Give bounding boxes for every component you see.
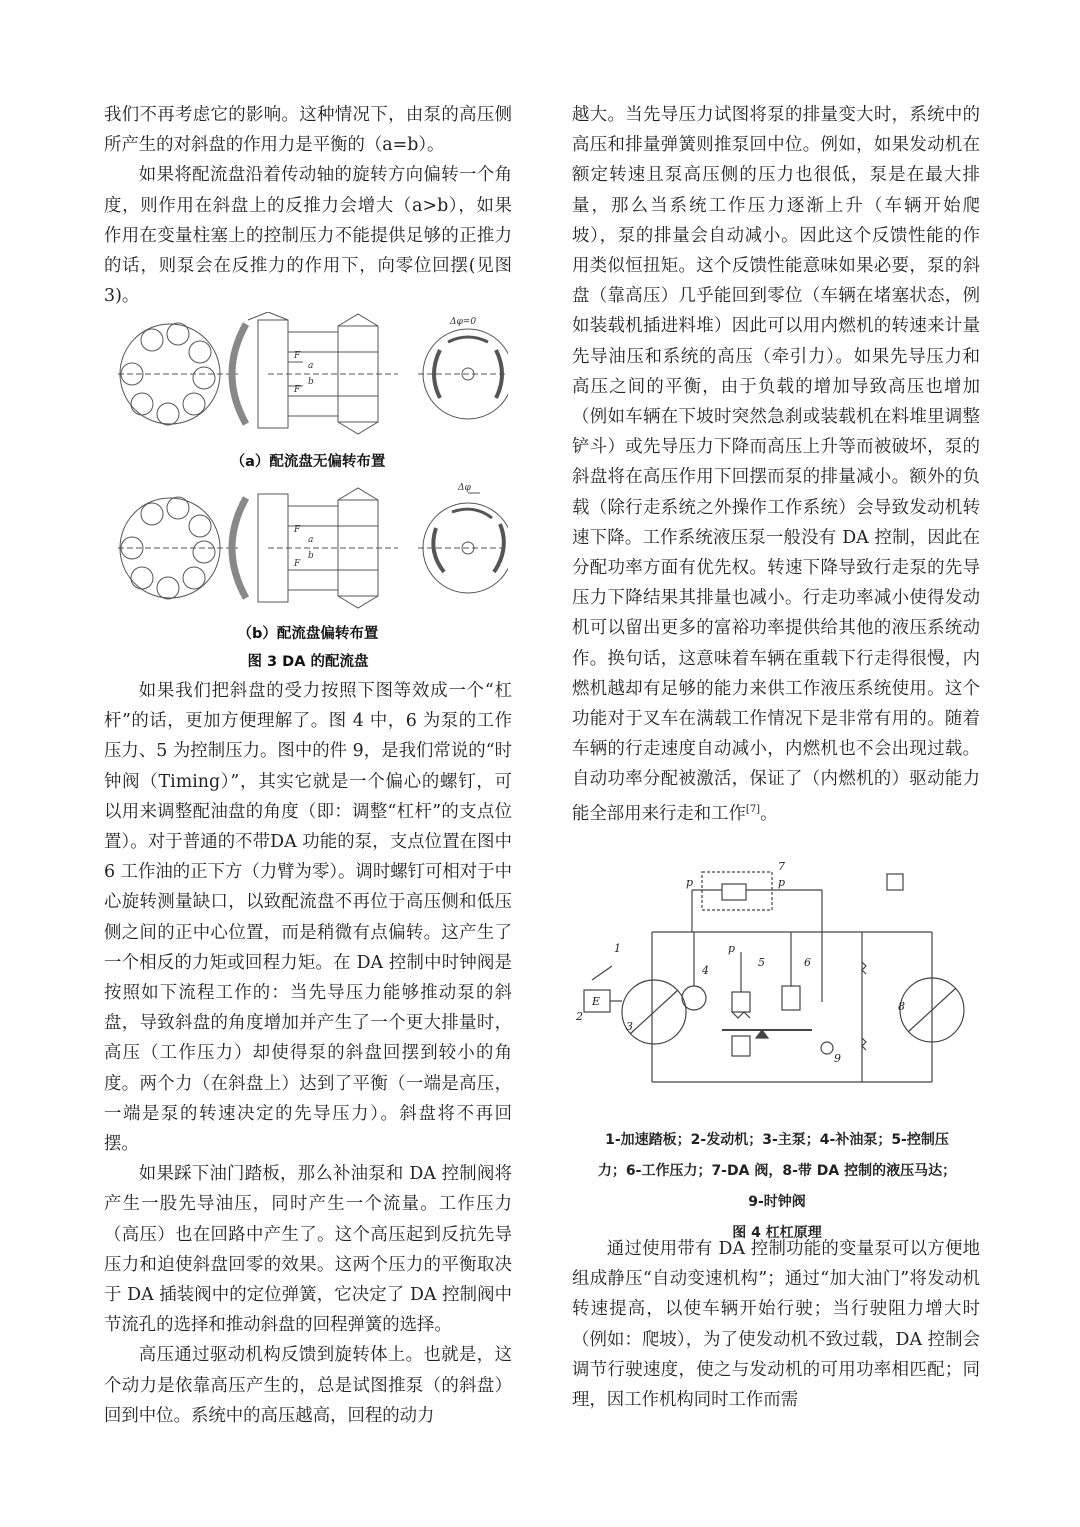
right-column-bottom: [572, 1234, 980, 1415]
arm-label-a: a: [308, 535, 314, 545]
left-column-bottom: [104, 676, 512, 1431]
figure-4-diagram: [572, 862, 982, 1102]
diagram-label: p: [686, 876, 694, 889]
force-label: F: [294, 559, 301, 569]
diagram-label: 6: [804, 956, 811, 969]
diagram-label: 3: [626, 1020, 633, 1033]
force-label: F: [294, 351, 301, 361]
figure-3a-caption: （a）配流盘无偏转布置: [230, 454, 386, 470]
diagram-label: 4: [702, 964, 709, 977]
figure-3b-caption: （b）配流盘偏转布置: [237, 626, 379, 642]
paragraph: 通过使用带有 DA 控制功能的变量泵可以方便地组成静压“自动变速机构”；通过“加大油门”将发动机转速提高，以使车辆开始行驶；当行驶阻力增大时（例如：爬坡），为了使发动机不致过载，DA 控制会调节行驶速度，使之与发动机的可用功率相匹配；同理，因工作机构同时工作而需: [572, 1239, 980, 1411]
paragraph-text: 越大。当先导压力试图将泵的排量变大时，系统中的高压和排量弹簧则推泵回中位。例如，如果发动机在额定转速且泵高压侧的压力也很低，泵是在最大排量，那么当系统工作压力逐渐上升（车辆开始爬坡），泵的排量会自动减小。因此这个反馈性能的作用类似恒扭矩。这个反馈性能意味如果必要，泵的斜盘（靠高压）几乎能回到零位（车辆在堵塞状态，例如装载机插进料堆）因此可以用内燃机的转速来计量先导油压和系统的高压（牵引力）。如果先导压力和高压之间的平衡，由于负载的增加导致高压也增加（例如车辆在下坡时突然急刹或装载机在料堆里调整铲斗）或先导压力下降而高压上升等而被破坏，泵的斜盘将在高压作用下回摆而泵的排量减小。额外的负载（除行走系统之外操作工作系统）会导致发动机转速下降。工作系统液压泵一般没有 DA 控制，因此在分配功率方面有优先权。转速下降导致行走泵的先导压力下降结果其排量也减小。行走功率减小使得发动机可以留出更多的富裕功率提供给其他的液压系统动作。换句话，这意味着车辆在重载下行走得很慢，内燃机越却有足够的能力来供工作液压系统使用。这个功能对于叉车在满载工作情况下是非常有用的。随着车辆的行走速度自动减小，内燃机也不会出现过载。自动功率分配被激活，保证了（内燃机的）驱动能力能全部用来行走和工作: [572, 105, 980, 824]
arm-label-b: b: [308, 377, 314, 387]
arm-label-a: a: [308, 361, 314, 371]
paragraph: [572, 100, 980, 829]
left-column-top: [104, 100, 512, 311]
figure-3-title: 图 3 DA 的配流盘: [247, 654, 369, 670]
delta-phi-label: Δφ: [458, 483, 471, 493]
legend-line: 9-时钟阀: [748, 1194, 806, 1210]
arm-label-b: b: [308, 551, 314, 561]
paragraph: 高压通过驱动机构反馈到旋转体上。也就是，这个动力是依靠高压产生的，总是试图推泵（的斜盘）回到中位。系统中的高压越高，回程的动力: [104, 1345, 512, 1426]
diagram-label: p: [778, 876, 786, 889]
force-label: F: [294, 385, 301, 395]
figure-4-legend: [572, 1125, 982, 1249]
diagram-label: 5: [758, 956, 765, 969]
paragraph: 如果踩下油门踏板，那么补油泵和 DA 控制阀将产生一股先导油压，同时产生一个流量。工作压力（高压）也在回路中产生了。这个高压起到反抗先导压力和迫使斜盘回零的效果。这两个压力的平衡取决于 DA 插装阀中的定位弹簧，它决定了 DA 控制阀中节流孔的选择和推动斜盘的回程弹簧的选择。: [104, 1164, 512, 1336]
delta-phi-label: Δφ=0: [450, 317, 477, 327]
paragraph: 我们不再考虑它的影响。这种情况下，由泵的高压侧所产生的对斜盘的作用力是平衡的（a=b）。: [104, 105, 512, 156]
diagram-label: 2: [576, 1010, 583, 1023]
legend-line: 1-加速踏板；2-发动机；3-主泵；4-补油泵；5-控制压: [605, 1132, 949, 1148]
diagram-label: 8: [898, 1000, 905, 1013]
right-column-top: [572, 100, 980, 829]
force-label: F: [294, 525, 301, 535]
diagram-label: p: [728, 942, 736, 955]
paragraph-end: 。: [760, 803, 778, 824]
figure-4-title: 图 4 杠杠原理: [732, 1225, 822, 1241]
paragraph: 如果我们把斜盘的受力按照下图等效成一个“杠杆”的话，更加方便理解了。图 4 中，6 为泵的工作压力、5 为控制压力。图中的件 9，是我们常说的“时钟阀（Timing）”，其实它就是一个偏心的螺钉，可以用来调整配油盘的角度（即：调整“杠杆”的支点位置）。对于普通的不带DA 功能的泵，支点位置在图中 6 工作油的正下方（力臂为零）。调时螺钉可相对于中心旋转测量缺口，以致配流盘不再位于高压侧和低压侧之间的正中心位置，而是稍微有点偏转。这产生了一个相反的力矩或回程力矩。在 DA 控制中时钟阀是按照如下流程工作的：当先导压力能够推动泵的斜盘，导致斜盘的角度增加并产生了一个更大排量时，高压（工作压力）却使得泵的斜盘回摆到较小的角度。两个力（在斜盘上）达到了平衡（一端是高压，一端是泵的转速决定的先导压力）。斜盘将不再回摆。: [104, 681, 512, 1155]
figure-3a-diagram: [118, 312, 508, 442]
diagram-label: 9: [834, 1052, 841, 1065]
diagram-label: E: [592, 995, 601, 1008]
figure-3b-diagram: [118, 478, 508, 618]
diagram-label: 1: [614, 942, 621, 955]
reference-marker: [7]: [745, 803, 761, 815]
diagram-label: 7: [778, 862, 785, 873]
paragraph: 如果将配流盘沿着传动轴的旋转方向偏转一个角度，则作用在斜盘上的反推力会增大（a>b），如果作用在变量柱塞上的控制压力不能提供足够的正推力的话，则泵会在反推力的作用下，向零位回摆(见图 3)。: [104, 165, 512, 307]
legend-line: 力；6-工作压力；7-DA 阀，8-带 DA 控制的液压马达；: [597, 1163, 957, 1179]
